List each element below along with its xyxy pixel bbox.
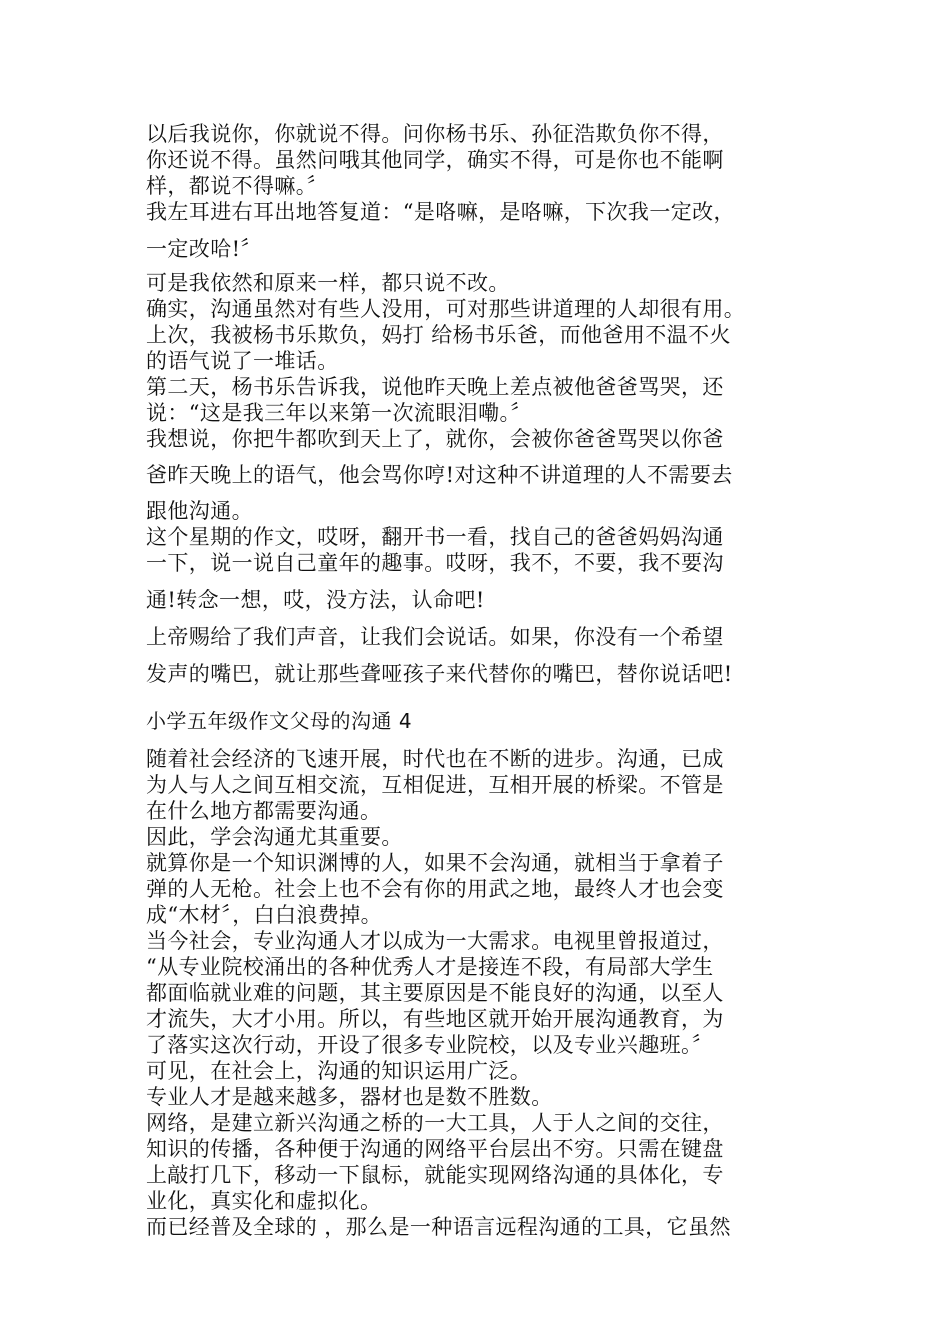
text-line: 都面临就业难的问题，其主要原因是不能良好的沟通，以至人 xyxy=(146,981,724,1005)
text-line: 通!转念一想，哎，没方法，认命吧! xyxy=(146,588,485,612)
text-line: 的语气说了一堆话。 xyxy=(146,349,339,373)
text-line: 弹的人无枪。社会上也不会有你的用武之地，最终人才也会变 xyxy=(146,877,724,901)
text-line: 确实，沟通虽然对有些人没用，可对那些讲道理的人却很有用。 xyxy=(146,297,746,321)
text-line: “从专业院校涌出的各种优秀人才是接连不段，有局部大学生 xyxy=(146,955,714,979)
text-line: 了落实这次行动，开设了很多专业院校，以及专业兴趣班。〞 xyxy=(146,1033,714,1057)
text-line: 跟他沟通。 xyxy=(146,499,253,523)
text-line: 一定改哈!〞 xyxy=(146,237,262,261)
text-line: 我左耳进右耳出地答复道：“是咯嘛，是咯嘛，下次我一定改， xyxy=(146,200,735,224)
text-line: 业化，真实化和虚拟化。 xyxy=(146,1189,382,1213)
text-line: 知识的传播，各种便于沟通的网络平台层出不穷。只需在键盘 xyxy=(146,1137,724,1161)
section-heading: 小学五年级作文父母的沟通 4 xyxy=(146,709,413,733)
text-line: 上帝赐给了我们声音，让我们会说话。如果，你没有一个希望 xyxy=(146,625,724,649)
text-line: 你还说不得。虽然问哦其他同学，确实不得，可是你也不能啊 xyxy=(146,148,724,172)
text-line: 可是我依然和原来一样，都只说不改。 xyxy=(146,271,510,295)
text-line: 网络，是建立新兴沟通之桥的一大工具，人于人之间的交往， xyxy=(146,1111,724,1135)
text-line: 因此，学会沟通尤其重要。 xyxy=(146,825,403,849)
text-line: 才流失，大才小用。所以，有些地区就开始开展沟通教育，为 xyxy=(146,1007,724,1031)
text-line: 第二天，杨书乐告诉我，说他昨天晚上差点被他爸爸骂哭，还 xyxy=(146,375,724,399)
text-line: 就算你是一个知识渊博的人，如果不会沟通，就相当于拿着子 xyxy=(146,851,724,875)
text-line: 一下，说一说自己童年的趣事。哎呀，我不，不要，我不要沟 xyxy=(146,551,724,575)
text-line: 可见，在社会上，沟通的知识运用广泛。 xyxy=(146,1059,532,1083)
text-line: 我想说，你把牛都吹到天上了，就你，会被你爸爸骂哭以你爸 xyxy=(146,427,724,451)
text-line: 以后我说你，你就说不得。问你杨书乐、孙征浩欺负你不得， xyxy=(146,122,724,146)
text-line: 上次，我被杨书乐欺负，妈打 给杨书乐爸，而他爸用不温不火 xyxy=(146,323,731,347)
text-line: 说：“这是我三年以来第一次流眼泪嘞。〞 xyxy=(146,401,532,425)
text-line: 随着社会经济的飞速开展，时代也在不断的进步。沟通，已成 xyxy=(146,747,724,771)
text-line: 为人与人之间互相交流，互相促进，互相开展的桥梁。不管是 xyxy=(146,773,724,797)
text-line: 在什么地方都需要沟通。 xyxy=(146,799,382,823)
text-line: 专业人才是越来越多，器材也是数不胜数。 xyxy=(146,1085,553,1109)
text-line: 当今社会，专业沟通人才以成为一大需求。电视里曾报道过， xyxy=(146,929,724,953)
text-line: 发声的嘴巴，就让那些聋哑孩子来代替你的嘴巴，替你说话吧! xyxy=(146,662,733,686)
text-line: 爸昨天晚上的语气，他会骂你哼!对这种不讲道理的人不需要去 xyxy=(146,463,733,487)
text-line: 成“木材〞，白白浪费掉。 xyxy=(146,903,383,927)
text-line: 而已经普及全球的 ，那么是一种语言远程沟通的工具，它虽然 xyxy=(146,1215,731,1239)
text-line: 上敲打几下，移动一下鼠标，就能实现网络沟通的具体化，专 xyxy=(146,1163,724,1187)
text-line: 样，都说不得嘛。〞 xyxy=(146,174,329,198)
text-line: 这个星期的作文，哎呀，翻开书一看，找自己的爸爸妈妈沟通 xyxy=(146,525,724,549)
